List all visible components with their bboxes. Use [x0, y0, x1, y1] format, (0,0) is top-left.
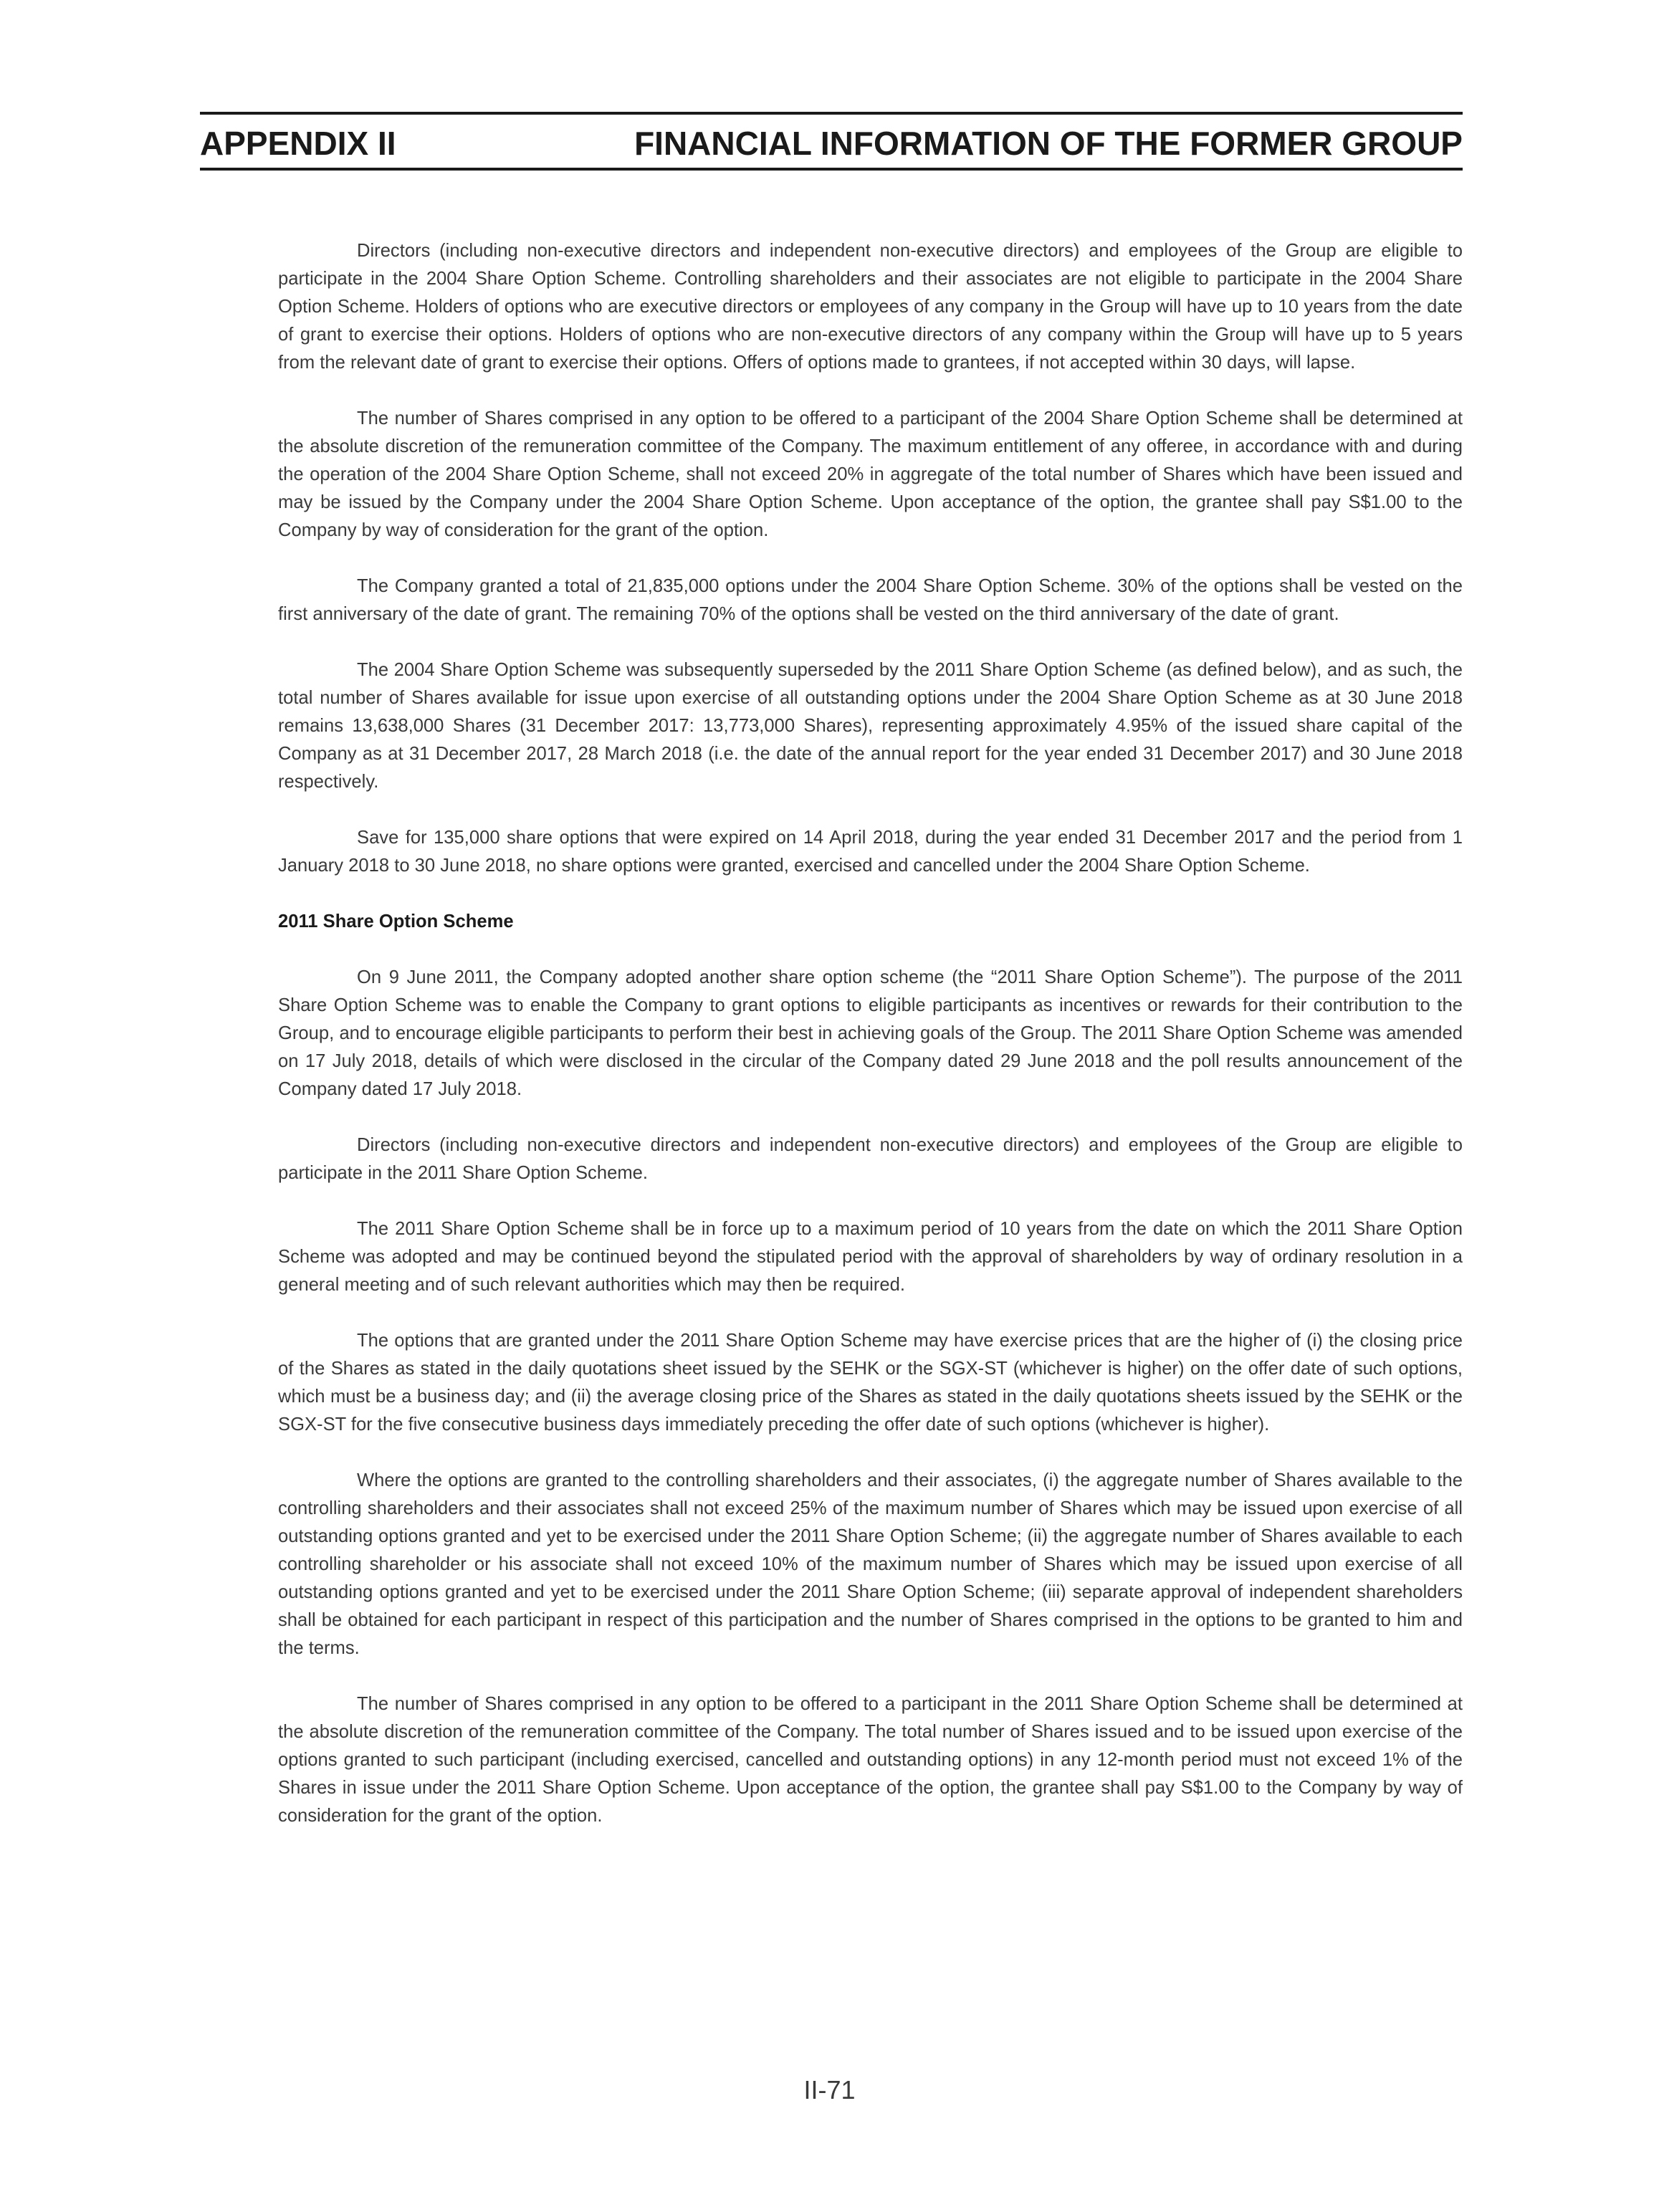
section-heading: 2011 Share Option Scheme — [278, 911, 514, 932]
paragraph-controlling-shareholders-2011: Where the options are granted to the controlling shareholders and their associates, (i) the aggregate number of Shares available to the controlling shareholders and their associates shall not exceed 25% of the maximum number of Shares which may be issued upon exercise of all outstanding options granted and yet to be exercised under the 2011 Share Option Scheme; (ii) the aggregate number of Shares available to each controlling shareholder or his associate shall not exceed 10% of the maximum number of Shares which may be issued upon exercise of all outstanding options granted and yet to be exercised under the 2011 Share Option Scheme; (iii) separate approval of independent shareholders shall be obtained for each participant in respect of this participation and the number of Shares comprised in the options to be granted to him and the terms. — [278, 1470, 1463, 1658]
paragraph-eligibility-2011: Directors (including non-executive directors and independent non-executive directors) and employees of the Group are eligible to participate in the 2011 Share Option Scheme. — [278, 1135, 1463, 1183]
paragraph-superseded-2004: The 2004 Share Option Scheme was subsequently superseded by the 2011 Share Option Scheme (as defined below), and as such, the total number of Shares available for issue upon exercise of all outstanding options under the 2004 Share Option Scheme as at 30 June 2018 remains 13,638,000 Shares (31 December 2017: 13,773,000 Shares), representing approximately 4.95% of the issued share capital of the Company as at 31 December 2017, 28 March 2018 (i.e. the date of the annual report for the year ended 31 December 2017) and 30 June 2018 respectively. — [278, 660, 1463, 792]
paragraph-eligibility-2004: Directors (including non-executive directors and independent non-executive directors) and employees of the Group are eligible to participate in the 2004 Share Option Scheme. Controlling shareholders and their associates are not eligible to participate in the 2004 Share Option Scheme. Holders of options who are executive directors or employees of any company in the Group will have up to 10 years from the date of grant to exercise their options. Holders of options who are non-executive directors of any company within the Group will have up to 5 years from the relevant date of grant to exercise their options. Offers of options made to grantees, if not accepted within 30 days, will lapse. — [278, 241, 1463, 373]
paragraph-adoption-2011: On 9 June 2011, the Company adopted another share option scheme (the “2011 Share Option Scheme”). The purpose of the 2011 Share Option Scheme was to enable the Company to grant options to eligible participants as incentives or rewards for their contribution to the Group, and to encourage eligible participants to perform their best in achieving goals of the Group. The 2011 Share Option Scheme was amended on 17 July 2018, details of which were disclosed in the circular of the Company dated 29 June 2018 and the poll results announcement of the Company dated 17 July 2018. — [278, 967, 1463, 1099]
paragraph-entitlement-2004: The number of Shares comprised in any option to be offered to a participant of the 2004 Share Option Scheme shall be determined at the absolute discretion of the remuneration committee of the Company. The maximum entitlement of any offeree, in accordance with and during the operation of the 2004 Share Option Scheme, shall not exceed 20% in aggregate of the total number of Shares which have been issued and may be issued by the Company under the 2004 Share Option Scheme. Upon acceptance of the option, the grantee shall pay S$1.00 to the Company by way of consideration for the grant of the option. — [278, 408, 1463, 540]
paragraph-expired-options-2004: Save for 135,000 share options that were expired on 14 April 2018, during the year ended 31 December 2017 and the period from 1 January 2018 to 30 June 2018, no share options were granted, exercised and cancelled under the 2004 Share Option Scheme. — [278, 828, 1463, 876]
paragraph-exercise-price-2011: The options that are granted under the 2011 Share Option Scheme may have exercise prices that are the higher of (i) the closing price of the Shares as stated in the daily quotations sheet issued by the SEHK or the SGX-ST (whichever is higher) on the offer date of such options, which must be a business day; and (ii) the average closing price of the Shares as stated in the daily quotations sheets issued by the SEHK or the SGX-ST for the five consecutive business days immediately preceding the offer date of such options (whichever is higher). — [278, 1331, 1463, 1435]
paragraph-duration-2011: The 2011 Share Option Scheme shall be in force up to a maximum period of 10 years from the date on which the 2011 Share Option Scheme was adopted and may be continued beyond the stipulated period with the approval of shareholders by way of ordinary resolution in a general meeting and of such relevant authorities which may then be required. — [278, 1219, 1463, 1295]
page-header — [200, 112, 1463, 171]
paragraph-options-granted-2004: The Company granted a total of 21,835,000 options under the 2004 Share Option Scheme. 30% of the options shall be vested on the first anniversary of the date of grant. The remaining 70% of the options shall be vested on the third anniversary of the date of grant. — [278, 576, 1463, 624]
paragraph-participant-limit-2011: The number of Shares comprised in any option to be offered to a participant in the 2011 Share Option Scheme shall be determined at the absolute discretion of the remuneration committee of the Company. The total number of Shares issued and to be issued upon exercise of the options granted to such participant (including exercised, cancelled and outstanding options) in any 12-month period must not exceed 1% of the Shares in issue under the 2011 Share Option Scheme. Upon acceptance of the option, the grantee shall pay S$1.00 to the Company by way of consideration for the grant of the option. — [278, 1694, 1463, 1826]
appendix-label: APPENDIX II — [200, 125, 396, 162]
document-body — [278, 237, 1463, 1858]
page-number: II-71 — [803, 2075, 856, 2105]
page-title: FINANCIAL INFORMATION OF THE FORMER GROUP — [634, 125, 1463, 162]
